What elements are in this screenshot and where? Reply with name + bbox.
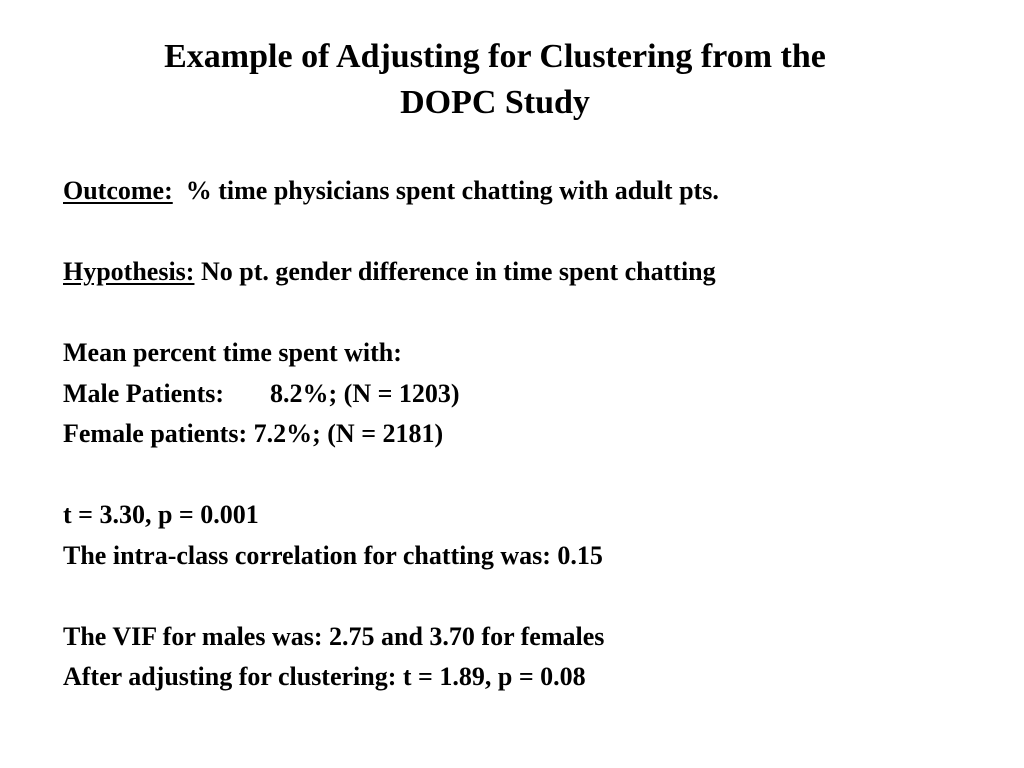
spacer	[63, 576, 1003, 617]
t-test-line: t = 3.30, p = 0.001	[63, 500, 259, 529]
outcome-text: % time physicians spent chatting with adult pts.	[172, 176, 719, 205]
mean-heading: Mean percent time spent with:	[63, 338, 402, 367]
male-label: Male Patients:	[63, 378, 225, 408]
male-value: 8.2%; (N = 1203)	[270, 378, 460, 408]
spacer	[63, 455, 1003, 496]
icc-line: The intra-class correlation for chatting was: 0.15	[63, 540, 603, 570]
title-line-1: Example of Adjusting for Clustering from the	[164, 38, 826, 75]
spacer	[63, 212, 1003, 253]
outcome-line	[63, 171, 1003, 212]
female-line: Female patients: 7.2%; (N = 2181)	[63, 419, 444, 448]
hypothesis-label: Hypothesis:	[63, 257, 195, 286]
slide-title	[0, 34, 990, 126]
spacer	[63, 293, 1003, 334]
hypothesis-text: No pt. gender difference in time spent chatting	[194, 257, 716, 286]
outcome-label: Outcome:	[63, 176, 173, 205]
vif-line: The VIF for males was: 2.75 and 3.70 for females	[63, 621, 605, 651]
adjusted-line: After adjusting for clustering: t = 1.89, p = 0.08	[63, 662, 586, 691]
hypothesis-line	[63, 252, 1003, 293]
slide-body	[63, 171, 1003, 698]
male-line	[63, 374, 1003, 415]
title-line-2: DOPC Study	[400, 84, 590, 121]
